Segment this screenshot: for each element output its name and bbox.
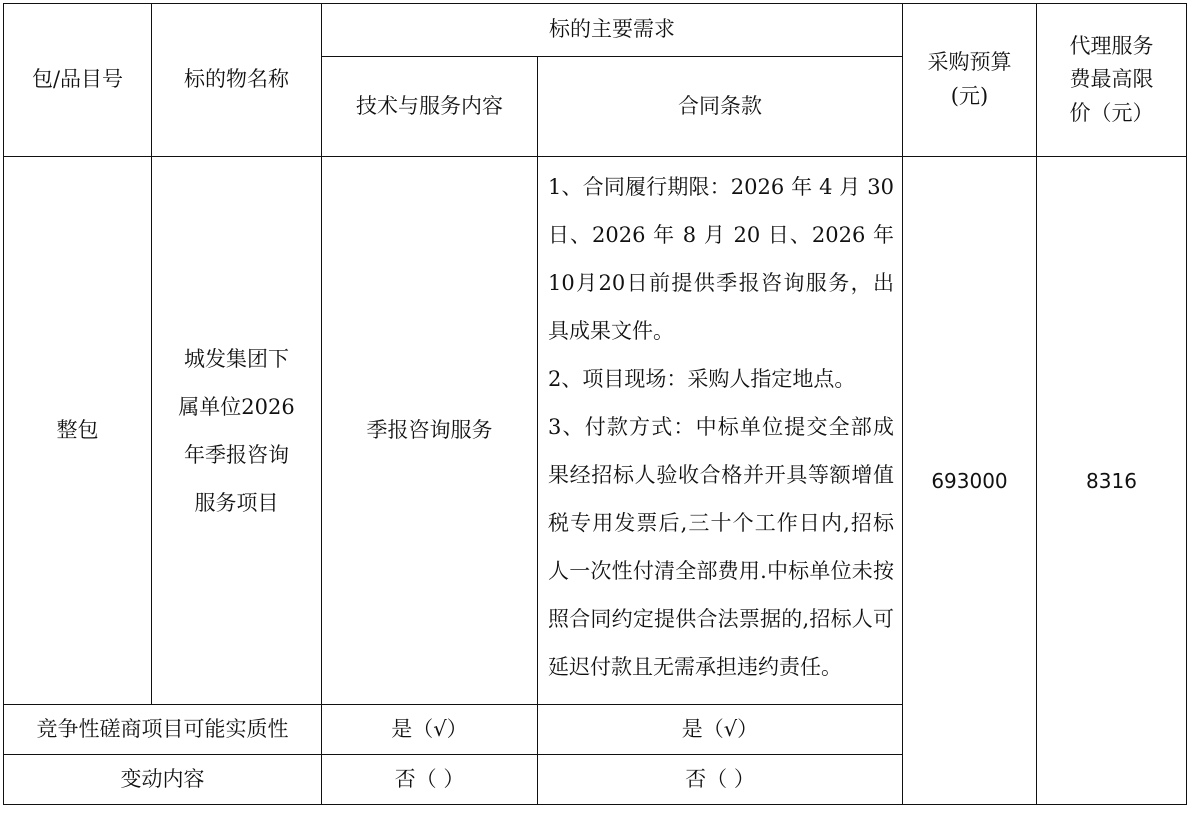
terms-change-yes: 是（√） (538, 705, 903, 755)
item-name-line: 属单位2026 (178, 394, 295, 419)
header-tech-service: 技术与服务内容 (322, 57, 538, 157)
header-fee-line2: 费最高限 (1069, 67, 1154, 92)
procurement-table (3, 3, 1187, 805)
tech-change-no: 否（ ） (322, 755, 538, 805)
header-package-no: 包/品目号 (4, 4, 152, 157)
cell-contract-terms (538, 157, 903, 705)
cell-budget: 693000 (903, 157, 1037, 805)
change-label-line2: 变动内容 (4, 755, 322, 805)
header-fee-line1: 代理服务 (1069, 33, 1154, 58)
header-budget-line1: 采购预算 (927, 50, 1012, 75)
header-main-requirements: 标的主要需求 (322, 4, 903, 57)
item-name-line: 城发集团下 (184, 346, 289, 371)
change-label-line1: 竞争性磋商项目可能实质性 (4, 705, 322, 755)
header-fee-line3: 价（元） (1069, 100, 1154, 125)
header-budget-line2: (元) (950, 84, 989, 108)
header-max-fee (1037, 4, 1187, 157)
terms-change-no: 否（ ） (538, 755, 903, 805)
contract-term-item: 3、付款方式：中标单位提交全部成果经招标人验收合格并开具等额增值税专用发票后,三十个工作日内,招标人一次性付清全部费用.中标单位未按照合同约定提供合法票据的,招标人可延迟付款且无需承担违约责任。 (548, 415, 894, 679)
cell-tech-service: 季报咨询服务 (322, 157, 538, 705)
header-budget (903, 4, 1037, 157)
cell-item-name (152, 157, 322, 705)
cell-max-fee: 8316 (1037, 157, 1187, 805)
tech-change-yes: 是（√） (322, 705, 538, 755)
header-contract-terms: 合同条款 (538, 57, 903, 157)
contract-term-item: 2、项目现场：采购人指定地点。 (548, 367, 856, 391)
item-name-line: 服务项目 (194, 490, 279, 515)
cell-package-no: 整包 (4, 157, 152, 705)
header-item-name: 标的物名称 (152, 4, 322, 157)
contract-term-item: 1、合同履行期限：2026 年 4 月 30 日、2026 年 8 月 20 日、2026 年10月20日前提供季报咨询服务，出具成果文件。 (548, 175, 894, 343)
item-name-line: 年季报咨询 (184, 442, 289, 467)
